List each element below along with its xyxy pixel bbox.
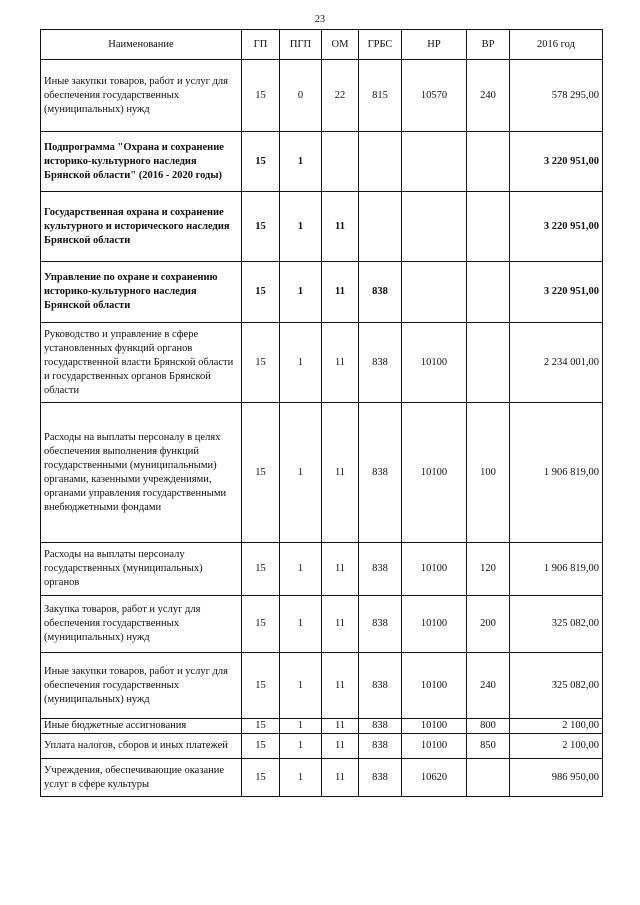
table-row xyxy=(41,132,603,192)
cell-name: Управление по охране и сохранению историко-культурного наследия Брянской области xyxy=(41,262,242,323)
table-row xyxy=(41,596,603,653)
table-row xyxy=(41,403,603,543)
header-row xyxy=(41,30,603,60)
cell-vr xyxy=(467,759,510,797)
cell-amount: 3 220 951,00 xyxy=(510,132,603,192)
table-row xyxy=(41,734,603,759)
cell-pgp: 1 xyxy=(280,403,322,543)
cell-pgp: 1 xyxy=(280,719,322,734)
cell-amount: 3 220 951,00 xyxy=(510,192,603,262)
cell-amount: 325 082,00 xyxy=(510,596,603,653)
cell-name: Иные закупки товаров, работ и услуг для обеспечения государственных (муниципальных) нужд xyxy=(41,60,242,132)
cell-grbs: 838 xyxy=(359,262,402,323)
cell-gp: 15 xyxy=(242,759,280,797)
cell-om: 11 xyxy=(322,192,359,262)
col-header-grbs: ГРБС xyxy=(359,30,402,60)
cell-name: Иные закупки товаров, работ и услуг для обеспечения государственных (муниципальных) нужд xyxy=(41,653,242,719)
cell-nr xyxy=(402,192,467,262)
cell-pgp: 0 xyxy=(280,60,322,132)
cell-amount: 3 220 951,00 xyxy=(510,262,603,323)
budget-table xyxy=(40,29,603,797)
cell-gp: 15 xyxy=(242,596,280,653)
col-header-amount: 2016 год xyxy=(510,30,603,60)
table-row xyxy=(41,759,603,797)
cell-om: 11 xyxy=(322,719,359,734)
table-row xyxy=(41,323,603,403)
cell-vr: 800 xyxy=(467,719,510,734)
cell-pgp: 1 xyxy=(280,323,322,403)
cell-amount: 2 100,00 xyxy=(510,734,603,759)
cell-name: Иные бюджетные ассигнования xyxy=(41,719,242,734)
table-row xyxy=(41,192,603,262)
cell-nr: 10620 xyxy=(402,759,467,797)
cell-vr xyxy=(467,262,510,323)
cell-name: Государственная охрана и сохранение культурного и исторического наследия Брянской области xyxy=(41,192,242,262)
table-row xyxy=(41,719,603,734)
cell-grbs: 838 xyxy=(359,596,402,653)
cell-vr: 120 xyxy=(467,543,510,596)
cell-nr: 10100 xyxy=(402,403,467,543)
cell-amount: 578 295,00 xyxy=(510,60,603,132)
cell-vr: 200 xyxy=(467,596,510,653)
cell-gp: 15 xyxy=(242,543,280,596)
cell-nr: 10100 xyxy=(402,323,467,403)
cell-pgp: 1 xyxy=(280,192,322,262)
cell-om: 11 xyxy=(322,653,359,719)
cell-grbs: 838 xyxy=(359,759,402,797)
cell-vr xyxy=(467,132,510,192)
cell-gp: 15 xyxy=(242,719,280,734)
cell-vr xyxy=(467,192,510,262)
cell-grbs: 838 xyxy=(359,323,402,403)
cell-gp: 15 xyxy=(242,262,280,323)
cell-pgp: 1 xyxy=(280,132,322,192)
cell-vr: 850 xyxy=(467,734,510,759)
cell-amount: 2 234 001,00 xyxy=(510,323,603,403)
table-row xyxy=(41,653,603,719)
cell-gp: 15 xyxy=(242,734,280,759)
cell-pgp: 1 xyxy=(280,262,322,323)
cell-grbs: 838 xyxy=(359,653,402,719)
cell-grbs xyxy=(359,192,402,262)
cell-vr xyxy=(467,323,510,403)
cell-grbs: 815 xyxy=(359,60,402,132)
cell-grbs: 838 xyxy=(359,543,402,596)
col-header-vr: ВР xyxy=(467,30,510,60)
cell-om: 11 xyxy=(322,759,359,797)
cell-grbs: 838 xyxy=(359,719,402,734)
cell-name: Закупка товаров, работ и услуг для обеспечения государственных (муниципальных) нужд xyxy=(41,596,242,653)
cell-nr: 10570 xyxy=(402,60,467,132)
table-row xyxy=(41,60,603,132)
cell-nr: 10100 xyxy=(402,543,467,596)
cell-nr: 10100 xyxy=(402,734,467,759)
cell-om: 11 xyxy=(322,596,359,653)
cell-pgp: 1 xyxy=(280,596,322,653)
col-header-om: ОМ xyxy=(322,30,359,60)
cell-name: Расходы на выплаты персоналу в целях обеспечения выполнения функций государственными (муниципальными) органами, казенными учреждениями, органами управления государственными внебюджетными фондами xyxy=(41,403,242,543)
cell-amount: 1 906 819,00 xyxy=(510,543,603,596)
col-header-nr: НР xyxy=(402,30,467,60)
cell-amount: 986 950,00 xyxy=(510,759,603,797)
cell-amount: 1 906 819,00 xyxy=(510,403,603,543)
cell-om xyxy=(322,132,359,192)
page-number: 23 xyxy=(315,14,325,25)
cell-name: Учреждения, обеспечивающие оказание услуг в сфере культуры xyxy=(41,759,242,797)
cell-om: 11 xyxy=(322,734,359,759)
cell-om: 11 xyxy=(322,323,359,403)
cell-om: 11 xyxy=(322,403,359,543)
cell-vr: 100 xyxy=(467,403,510,543)
cell-gp: 15 xyxy=(242,323,280,403)
cell-grbs xyxy=(359,132,402,192)
cell-name: Уплата налогов, сборов и иных платежей xyxy=(41,734,242,759)
cell-vr: 240 xyxy=(467,60,510,132)
cell-grbs: 838 xyxy=(359,734,402,759)
cell-gp: 15 xyxy=(242,403,280,543)
cell-name: Расходы на выплаты персоналу государственных (муниципальных) органов xyxy=(41,543,242,596)
cell-nr: 10100 xyxy=(402,596,467,653)
col-header-gp: ГП xyxy=(242,30,280,60)
cell-nr xyxy=(402,132,467,192)
cell-name: Подпрограмма "Охрана и сохранение историко-культурного наследия Брянской области" (2016 - 2020 годы) xyxy=(41,132,242,192)
cell-amount: 325 082,00 xyxy=(510,653,603,719)
cell-pgp: 1 xyxy=(280,734,322,759)
cell-gp: 15 xyxy=(242,653,280,719)
cell-pgp: 1 xyxy=(280,759,322,797)
cell-gp: 15 xyxy=(242,192,280,262)
table-row xyxy=(41,543,603,596)
cell-gp: 15 xyxy=(242,132,280,192)
cell-nr xyxy=(402,262,467,323)
cell-gp: 15 xyxy=(242,60,280,132)
cell-nr: 10100 xyxy=(402,653,467,719)
cell-vr: 240 xyxy=(467,653,510,719)
col-header-name: Наименование xyxy=(41,30,242,60)
table-row xyxy=(41,262,603,323)
col-header-pgp: ПГП xyxy=(280,30,322,60)
cell-nr: 10100 xyxy=(402,719,467,734)
cell-pgp: 1 xyxy=(280,653,322,719)
cell-name: Руководство и управление в сфере установленных функций органов государственной власти Брянской области и государственных органов Брянской области xyxy=(41,323,242,403)
cell-om: 22 xyxy=(322,60,359,132)
cell-om: 11 xyxy=(322,543,359,596)
cell-pgp: 1 xyxy=(280,543,322,596)
cell-amount: 2 100,00 xyxy=(510,719,603,734)
cell-grbs: 838 xyxy=(359,403,402,543)
cell-om: 11 xyxy=(322,262,359,323)
